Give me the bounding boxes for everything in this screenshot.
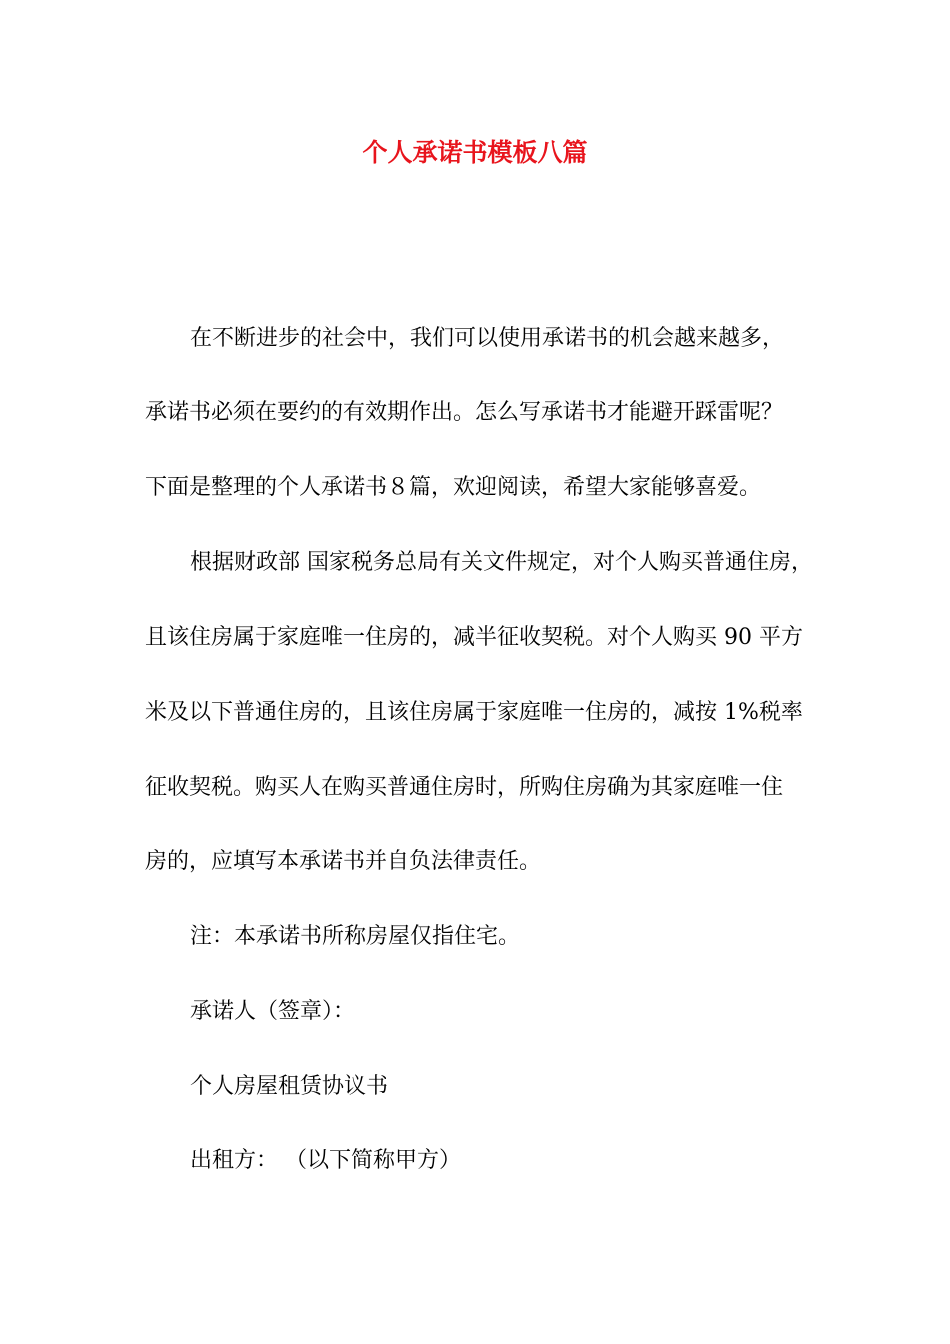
text-line: 房的，应填写本承诺书并自负法律责任。 [145, 849, 542, 874]
text-line: 根据财政部 国家税务总局有关文件规定，对个人购买普通住房， [190, 550, 813, 575]
signature-line: 承诺人（签章）： [190, 999, 356, 1024]
text-line: 米及以下普通住房的，且该住房属于家庭唯一住房的，减按 1%税率 [145, 700, 803, 725]
lessor-line: 出租方： （以下简称甲方） [190, 1148, 461, 1173]
note-line: 注：本承诺书所称房屋仅指住宅。 [190, 924, 521, 949]
text-line: 承诺书必须在要约的有效期作出。怎么写承诺书才能避开踩雷呢？ [145, 400, 784, 425]
text-line: 征收契税。购买人在购买普通住房时，所购住房确为其家庭唯一住 [145, 775, 784, 800]
text-line: 下面是整理的个人承诺书８篇，欢迎阅读，希望大家能够喜爱。 [145, 475, 762, 500]
text-line: 且该住房属于家庭唯一住房的，减半征收契税。对个人购买 90 平方 [145, 625, 803, 650]
document-title: 个人承诺书模板八篇 [362, 138, 588, 167]
text-line: 在不断进步的社会中，我们可以使用承诺书的机会越来越多， [190, 326, 785, 351]
section-heading: 个人房屋租赁协议书 [190, 1074, 389, 1099]
